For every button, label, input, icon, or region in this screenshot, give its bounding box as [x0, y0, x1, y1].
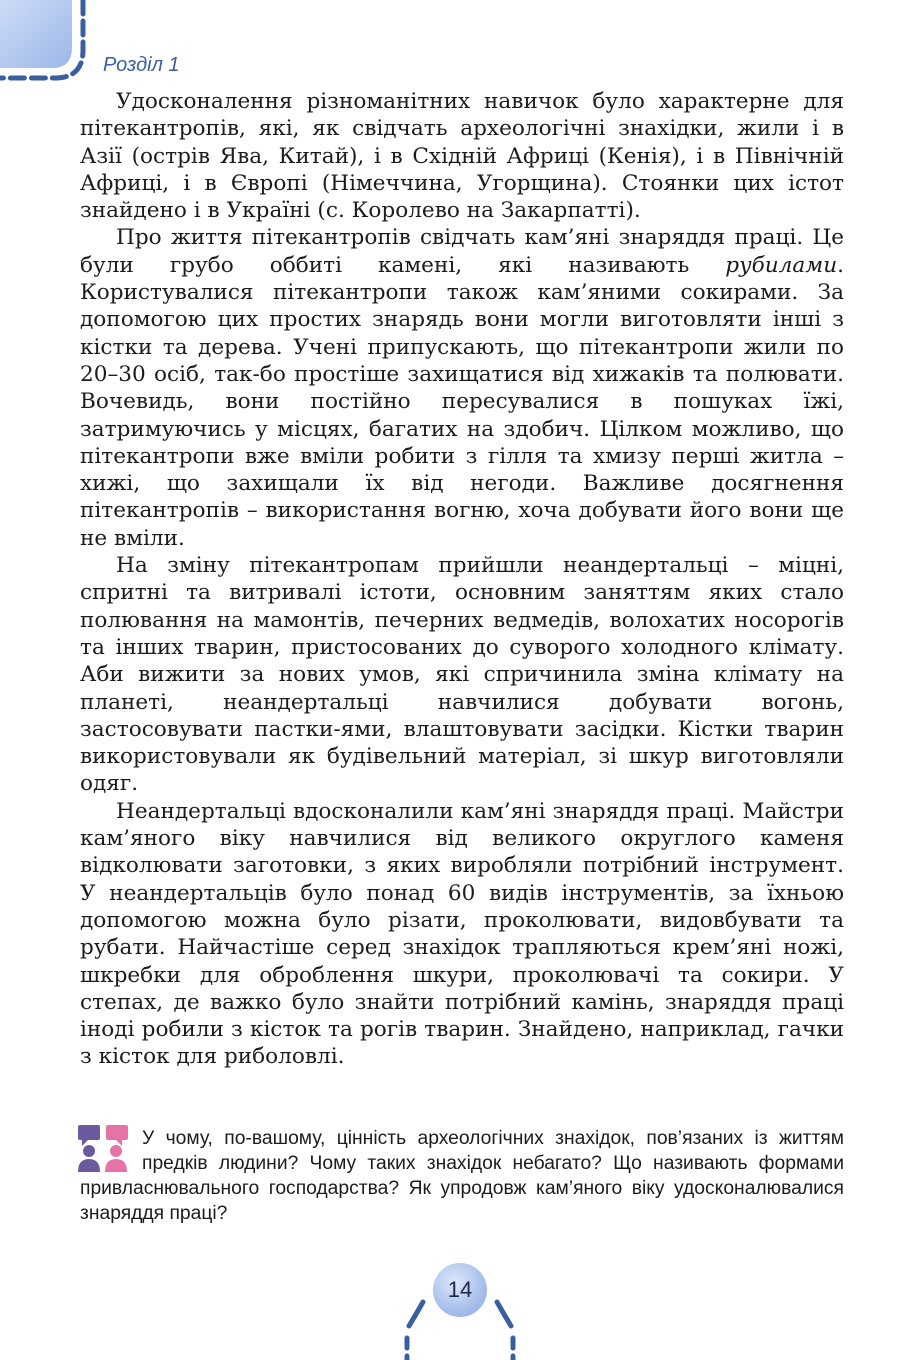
term-emphasis: рубилами: [725, 252, 838, 278]
page-number: 14: [433, 1263, 487, 1317]
paragraph-4: Неандертальці вдосконалили кам’яні знаряддя праці. Майстри кам’яного віку навчилися від великого округлого каменя відколювати заготовки, з яких виробляли потрібний інструмент. У неандертальців було понад 60 видів інструментів, за їхньою допомогою можна було різати, проколювати, видовбувати та рубати. Найчастіше серед знахідок трапляються крем’яні ножі, шкребки для оброблення шкури, проколювачі та сокири. У степах, де важко було знайти потрібний камінь, знаряддя праці іноді робили з кісток та рогів тварин. Знайдено, наприклад, гачки з кісток для риболовлі.: [80, 798, 844, 1070]
paragraph-2: Про життя пітекантропів свідчать кам’яні знаряддя праці. Це були грубо оббиті камені, які називають рубилами. Користувалися пітекантропи також кам’яними сокирами. За допомогою цих простих знарядь вони могли виготовляти інші з кістки та дерева. Учені припускають, що пітекантропи жили по 20–30 осіб, так-бо простіше захищатися від хижаків та полювати. Вочевидь, вони постійно пересувалися в пошуках їжі, затримуючись у місцях, багатих на здобич. Цілком можливо, що пітекантропи вже вміли робити з гілля та хмизу перші житла – хижі, що захищали їх від негоди. Важливе досягнення пітекантропів – використання вогню, хоча добувати його вони ще не вміли.: [80, 225, 844, 551]
paragraph-3: На зміну пітекантропам прийшли неандертальці – міцні, спритні та витривалі істоти, основним заняттям яких стало полювання на мамонтів, печерних ведмедів, волохатих носорогів та інших тварин, пристосованих до суворого холодного клімату. Аби вижити за нових умов, які спричинила зміна клімату на планеті, неандертальці навчилися добувати вогонь, застосовувати пастки-ями, влаштовувати засідки. Кістки тварин використовували як будівельний матеріал, зі шкур виготовляли одяг.: [80, 553, 844, 797]
section-label: Розділ 1: [103, 54, 180, 76]
paragraph-1: Удосконалення різноманітних навичок було характерне для пітекантропів, які, як свідчать археологічні знахідки, жили і в Азії (острів Ява, Китай), і в Східній Африці (Кенія), і в Північній Африці, і в Європі (Німеччина, Угорщина). Стоянки цих істот знайдено і в Україні (с. Королево на Закарпатті).: [80, 89, 844, 224]
corner-tab-decoration: [0, 0, 100, 90]
body-text: [80, 88, 844, 1071]
page-number-badge: [395, 1256, 525, 1360]
question-text: У чому, по-вашому, цінність археологічних знахідок, пов’язаних із життям предків людини? Чому таких знахідок небагато? Що називають формами привласнювального господарства? Як упродовж кам’яного віку удосконалювалися знаряддя праці?: [80, 1128, 844, 1224]
discussion-question: [80, 1126, 844, 1226]
